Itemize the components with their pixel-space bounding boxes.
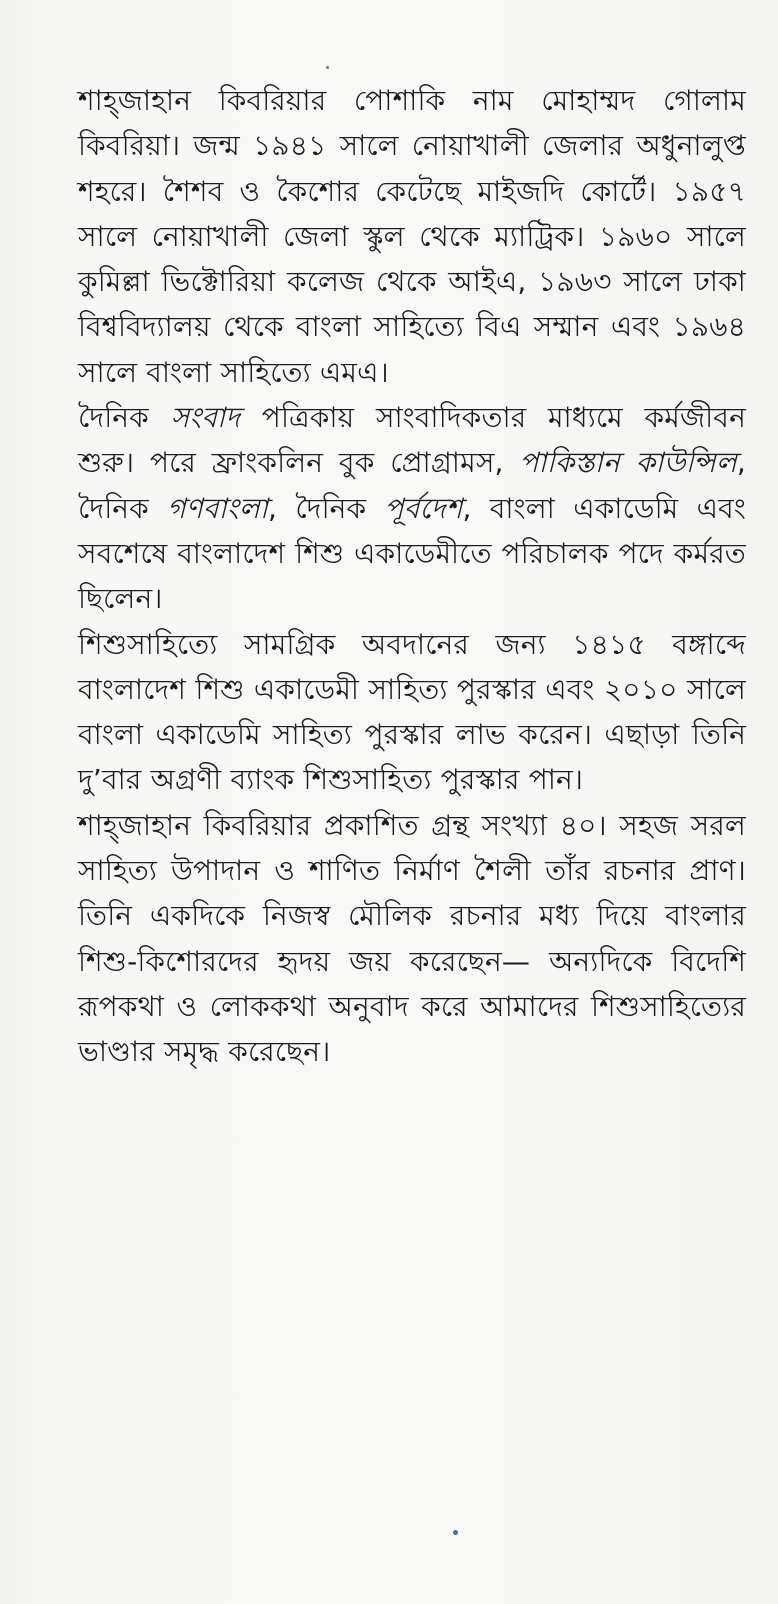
bio-text: শিশুসাহিত্যে সামগ্রিক অবদানের জন্য ১৪১৫ বঙ্গাব্দে বাংলাদেশ শিশু একাডেমী সাহিত্য পুরস্কার এবং ২০১০ সালে বাংলা একাডেমি সাহিত্য পুরস্কার লাভ করেন। এছাড়া তিনি দু’বার অগ্রণী ব্যাংক শিশুসাহিত্য পুরস্কার পান।: [78, 627, 746, 797]
organization-name: পাকিস্তান কাউন্সিল: [519, 446, 737, 480]
bio-paragraph-early-life: [78, 78, 746, 395]
bio-text: দৈনিক: [78, 401, 171, 435]
bio-paragraph-awards: [78, 622, 746, 803]
ink-speck: [453, 1530, 458, 1535]
author-biography: [78, 78, 746, 1075]
bio-text: শাহ্‌জাহান কিবরিয়ার পোশাকি নাম মোহাম্মদ গোলাম কিবরিয়া। জন্ম ১৯৪১ সালে নোয়াখালী জেলার অধুনালুপ্ত শহরে। শৈশব ও কৈশোর কেটেছে মাইজদি কোর্টে। ১৯৫৭ সালে নোয়াখালী জেলা স্কুল থেকে ম্যাট্রিক। ১৯৬০ সালে কুমিল্লা ভিক্টোরিয়া কলেজ থেকে আইএ, ১৯৬৩ সালে ঢাকা বিশ্ববিদ্যালয় থেকে বাংলা সাহিত্যে বিএ সম্মান এবং ১৯৬৪ সালে বাংলা সাহিত্যে এমএ।: [78, 84, 746, 389]
bio-text: , বাংলা একাডেমি এবং সবশেষে বাংলাদেশ শিশু একাডেমীতে পরিচালক পদে কর্মরত ছিলেন।: [78, 491, 746, 616]
bio-paragraph-works: [78, 803, 746, 1075]
bio-paragraph-career: [78, 395, 746, 621]
bio-text: পত্রিকায় সাংবাদিকতার মাধ্যমে কর্মজীবন শুরু। পরে ফ্রাংকলিন বুক প্রোগ্রামস,: [78, 401, 747, 480]
bio-text: , দৈনিক: [268, 491, 385, 525]
bio-text: শাহ্‌জাহান কিবরিয়ার প্রকাশিত গ্রন্থ সংখ্যা ৪০। সহজ সরল সাহিত্য উপাদান ও শাণিত নির্মাণ শৈলী তাঁর রচনার প্রাণ। তিনি একদিকে নিজস্ব মৌলিক রচনার মধ্য দিয়ে বাংলার শিশু-কিশোরদের হৃদয় জয় করেছেন— অন্যদিকে বিদেশি রূপকথা ও লোককথা অনুবাদ করে আমাদের শিশুসাহিত্যের ভাণ্ডার সমৃদ্ধ করেছেন।: [78, 808, 746, 1069]
newspaper-name: সংবাদ: [170, 401, 241, 435]
bio-text: , দৈনিক: [78, 446, 746, 525]
newspaper-name: পূর্বদেশ: [384, 491, 463, 525]
ink-speck: [326, 66, 329, 69]
newspaper-name: গণবাংলা: [167, 491, 269, 525]
